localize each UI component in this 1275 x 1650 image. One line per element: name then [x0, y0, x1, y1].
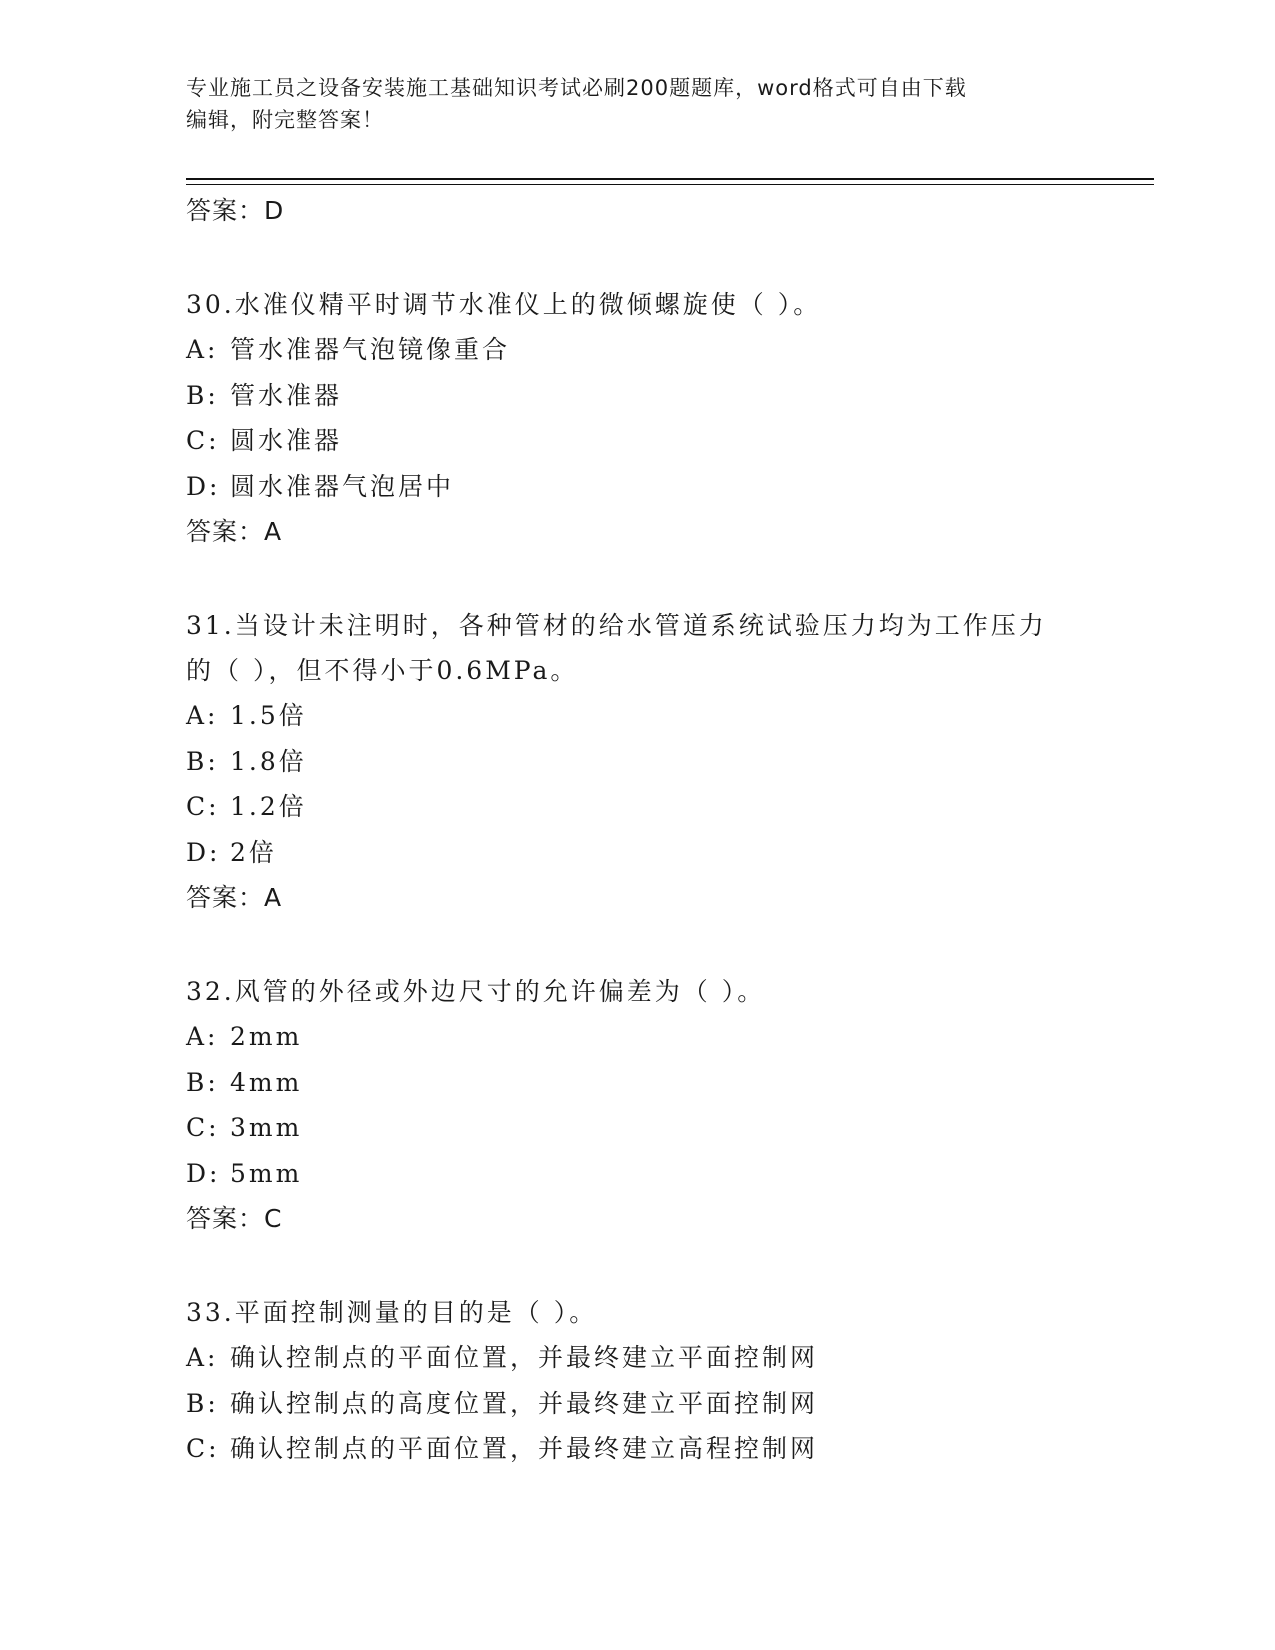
option-row — [186, 464, 1086, 510]
option-key: A: — [186, 701, 219, 730]
answer-line: 答案：A — [186, 883, 283, 912]
option-row — [186, 1105, 1086, 1151]
option-key: D: — [186, 1158, 221, 1188]
option-key: A: — [186, 335, 219, 364]
option-key: A: — [186, 1022, 219, 1051]
option-key: D: — [186, 837, 221, 867]
option-key: B: — [186, 1067, 219, 1097]
option-text: 4mm — [230, 1067, 303, 1097]
question-block — [186, 603, 1086, 921]
answer-line: 答案：A — [186, 517, 283, 546]
option-row — [186, 1381, 1086, 1427]
option-text: 确认控制点的平面位置，并最终建立高程控制网 — [230, 1434, 819, 1463]
option-text: 管水准器 — [230, 380, 343, 410]
option-text: 确认控制点的高度位置，并最终建立平面控制网 — [230, 1388, 819, 1418]
question-stem: 32.风管的外径或外边尺寸的允许偏差为（ ）。 — [186, 977, 766, 1006]
option-text: 2mm — [230, 1022, 303, 1051]
option-text: 圆水准器气泡居中 — [230, 471, 455, 501]
question-stem: 31.当设计未注明时，各种管材的给水管道系统试验压力均为工作压力 — [186, 611, 1047, 640]
option-row — [186, 327, 1086, 373]
header-rule-thin — [186, 184, 1154, 185]
option-text: 1.2倍 — [230, 792, 307, 821]
option-key: B: — [186, 380, 219, 410]
option-text: 管水准器气泡镜像重合 — [230, 335, 511, 364]
header-line-1: 专业施工员之设备安装施工基础知识考试必刷200题题库，word格式可自由下载 — [186, 76, 967, 100]
document-header — [186, 72, 1086, 136]
option-row — [186, 418, 1086, 464]
option-text: 确认控制点的平面位置，并最终建立平面控制网 — [230, 1343, 819, 1372]
option-key: C: — [186, 426, 220, 455]
option-key: A: — [186, 1343, 219, 1372]
answer-line: 答案：D — [186, 196, 285, 225]
question-stem: 30.水准仪精平时调节水准仪上的微倾螺旋使（ ）。 — [186, 290, 822, 319]
header-line-2: 编辑，附完整答案！ — [186, 108, 384, 132]
option-text: 1.8倍 — [230, 746, 307, 776]
option-text: 3mm — [230, 1113, 303, 1142]
question-block — [186, 282, 1086, 555]
question-list — [186, 188, 1086, 1472]
header-rule-thick — [186, 178, 1154, 180]
option-row — [186, 1426, 1086, 1472]
option-row — [186, 739, 1086, 785]
answer-line: 答案：C — [186, 1204, 283, 1233]
option-row — [186, 373, 1086, 419]
option-row — [186, 693, 1086, 739]
question-stem: 的（ ），但不得小于0.6MPa。 — [186, 656, 579, 685]
option-row — [186, 1151, 1086, 1197]
option-text: 2倍 — [230, 837, 277, 867]
option-key: C: — [186, 1113, 220, 1142]
option-row — [186, 784, 1086, 830]
option-key: D: — [186, 471, 221, 501]
option-row — [186, 1014, 1086, 1060]
option-key: B: — [186, 746, 219, 776]
option-row — [186, 1060, 1086, 1106]
option-text: 5mm — [230, 1158, 303, 1188]
option-row — [186, 830, 1086, 876]
option-text: 圆水准器 — [230, 426, 343, 455]
option-text: 1.5倍 — [230, 701, 307, 730]
question-stem: 33.平面控制测量的目的是（ ）。 — [186, 1298, 598, 1327]
option-key: B: — [186, 1388, 219, 1418]
option-key: C: — [186, 792, 220, 821]
option-key: C: — [186, 1434, 220, 1463]
option-row — [186, 1335, 1086, 1381]
question-block — [186, 969, 1086, 1242]
question-block — [186, 1290, 1086, 1472]
